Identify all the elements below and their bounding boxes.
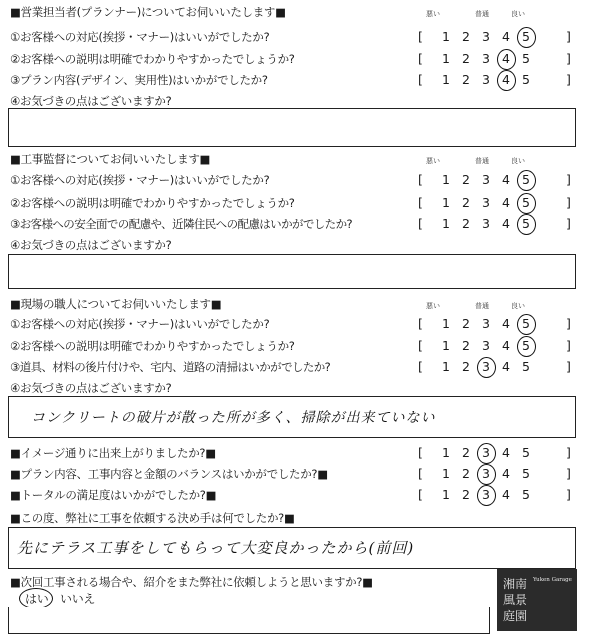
header-good: 良い xyxy=(511,157,525,165)
header-normal: 普通 xyxy=(475,10,489,18)
scale-option-4[interactable]: 4 xyxy=(502,216,510,231)
scale-option-4[interactable]: 4 xyxy=(502,72,510,87)
header-good: 良い xyxy=(511,10,525,18)
scale-bracket-close: ] xyxy=(566,29,571,44)
s2-rating-1[interactable] xyxy=(416,173,582,187)
s5-question: ■この度、弊社に工事を依頼する決め手は何でしたか?■ xyxy=(10,511,295,525)
scale-option-5[interactable]: 5 xyxy=(522,316,530,331)
scale-option-1[interactable]: 1 xyxy=(442,195,450,210)
scale-option-4[interactable]: 4 xyxy=(502,445,510,460)
scale-bracket-open: [ xyxy=(418,29,423,44)
scale-bracket-open: [ xyxy=(418,338,423,353)
scale-option-4[interactable]: 4 xyxy=(502,29,510,44)
stamp-line-2: 風景 xyxy=(503,593,528,607)
scale-option-1[interactable]: 1 xyxy=(442,216,450,231)
s1-rating-1[interactable] xyxy=(416,30,582,44)
s3-comment-box[interactable] xyxy=(8,396,576,438)
s2-question-1: ①お客様への対応(挨拶・マナー)はいいがでしたか? xyxy=(10,173,270,187)
scale-option-2[interactable]: 2 xyxy=(462,51,470,66)
selected-circle-mark xyxy=(517,314,536,335)
scale-bracket-open: [ xyxy=(418,359,423,374)
scale-bracket-open: [ xyxy=(418,216,423,231)
scale-option-5[interactable]: 5 xyxy=(522,172,530,187)
scale-option-4[interactable]: 4 xyxy=(502,338,510,353)
s4-rating-1[interactable] xyxy=(416,446,582,460)
scale-option-3[interactable]: 3 xyxy=(482,359,490,374)
scale-option-3[interactable]: 3 xyxy=(482,338,490,353)
scale-option-2[interactable]: 2 xyxy=(462,195,470,210)
scale-option-3[interactable]: 3 xyxy=(482,487,490,502)
s4-question-2: ■プラン内容、工事内容と金額のバランスはいかがでしたか?■ xyxy=(10,467,328,481)
s6-answer-box[interactable] xyxy=(8,607,490,634)
scale-bracket-close: ] xyxy=(566,172,571,187)
scale-option-5[interactable]: 5 xyxy=(522,72,530,87)
header-bad: 悪い xyxy=(426,157,440,165)
scale-option-3[interactable]: 3 xyxy=(482,445,490,460)
scale-bracket-close: ] xyxy=(566,359,571,374)
scale-option-3[interactable]: 3 xyxy=(482,51,490,66)
scale-option-4[interactable]: 4 xyxy=(502,316,510,331)
scale-option-2[interactable]: 2 xyxy=(462,72,470,87)
s3-comment-text: コンクリートの破片が散った所が多く、掃除が出来ていない xyxy=(31,410,436,426)
scale-option-5[interactable]: 5 xyxy=(522,359,530,374)
scale-option-1[interactable]: 1 xyxy=(442,445,450,460)
scale-option-1[interactable]: 1 xyxy=(442,172,450,187)
scale-bracket-open: [ xyxy=(418,487,423,502)
scale-bracket-close: ] xyxy=(566,51,571,66)
scale-option-4[interactable]: 4 xyxy=(502,51,510,66)
scale-option-1[interactable]: 1 xyxy=(442,338,450,353)
stamp-line-4: Yuken Garage xyxy=(533,577,572,583)
scale-bracket-close: ] xyxy=(566,487,571,502)
scale-option-3[interactable]: 3 xyxy=(482,466,490,481)
scale-bracket-close: ] xyxy=(566,445,571,460)
scale-option-4[interactable]: 4 xyxy=(502,359,510,374)
s3-question-2: ②お客様への説明は明確でわかりやすかったでしょうか? xyxy=(10,339,295,353)
scale-option-2[interactable]: 2 xyxy=(462,359,470,374)
scale-bracket-open: [ xyxy=(418,466,423,481)
s3-question-4: ④お気づきの点はございますか? xyxy=(10,381,172,395)
s1-rating-2[interactable] xyxy=(416,52,582,66)
selected-circle-mark xyxy=(517,27,536,48)
selected-circle-mark xyxy=(477,443,496,464)
s6-option-yes[interactable]: はい xyxy=(25,592,49,606)
scale-option-3[interactable]: 3 xyxy=(482,72,490,87)
scale-option-1[interactable]: 1 xyxy=(442,487,450,502)
scale-option-5[interactable]: 5 xyxy=(522,216,530,231)
s3-rating-2[interactable] xyxy=(416,339,582,353)
section-3-title: ■現場の職人についてお伺いいたします■ xyxy=(10,297,222,311)
s2-rating-2[interactable] xyxy=(416,196,582,210)
stamp-line-3: 庭園 xyxy=(503,609,528,623)
s6-question: ■次回工事される場合や、紹介をまた弊社に依頼しようと思いますか?■ xyxy=(10,575,373,589)
scale-bracket-close: ] xyxy=(566,466,571,481)
scale-option-5[interactable]: 5 xyxy=(522,466,530,481)
selected-circle-mark xyxy=(517,193,536,214)
s3-question-1: ①お客様への対応(挨拶・マナー)はいいがでしたか? xyxy=(10,317,270,331)
header-normal: 普通 xyxy=(475,157,489,165)
header-good: 良い xyxy=(511,302,525,310)
s1-question-4: ④お気づきの点はございますか? xyxy=(10,94,172,108)
scale-option-1[interactable]: 1 xyxy=(442,359,450,374)
scale-option-2[interactable]: 2 xyxy=(462,445,470,460)
scale-bracket-close: ] xyxy=(566,338,571,353)
selected-circle-mark xyxy=(517,214,536,235)
scale-option-2[interactable]: 2 xyxy=(462,172,470,187)
s3-rating-1[interactable] xyxy=(416,317,582,331)
s3-question-3: ③道具、材料の後片付けや、宅内、道路の清掃はいかがでしたか? xyxy=(10,360,331,374)
scale-option-5[interactable]: 5 xyxy=(522,338,530,353)
section-1-title: ■営業担当者(プランナー)についてお伺いいたします■ xyxy=(10,5,286,19)
scale-bracket-open: [ xyxy=(418,51,423,66)
s1-question-3: ③プラン内容(デザイン、実用性)はいかがでしたか? xyxy=(10,73,268,87)
s1-rating-3[interactable] xyxy=(416,73,582,87)
s2-question-2: ②お客様への説明は明確でわかりやすかったでしょうか? xyxy=(10,196,295,210)
scale-option-2[interactable]: 2 xyxy=(462,487,470,502)
scale-option-3[interactable]: 3 xyxy=(482,316,490,331)
company-stamp-logo xyxy=(497,569,577,631)
scale-bracket-open: [ xyxy=(418,172,423,187)
scale-option-3[interactable]: 3 xyxy=(482,172,490,187)
s2-rating-3[interactable] xyxy=(416,217,582,231)
scale-option-1[interactable]: 1 xyxy=(442,51,450,66)
scale-option-2[interactable]: 2 xyxy=(462,316,470,331)
selected-circle-mark xyxy=(497,70,516,91)
s4-rating-3[interactable] xyxy=(416,488,582,502)
header-normal: 普通 xyxy=(475,302,489,310)
s2-comment-box[interactable] xyxy=(8,254,576,289)
s1-question-2: ②お客様への説明は明確でわかりやすかったでしょうか? xyxy=(10,52,295,66)
scale-option-1[interactable]: 1 xyxy=(442,316,450,331)
scale-option-3[interactable]: 3 xyxy=(482,216,490,231)
scale-option-2[interactable]: 2 xyxy=(462,29,470,44)
header-bad: 悪い xyxy=(426,302,440,310)
selected-circle-mark xyxy=(497,49,516,70)
selected-circle-mark xyxy=(477,485,496,506)
scale-bracket-open: [ xyxy=(418,195,423,210)
header-bad: 悪い xyxy=(426,10,440,18)
selected-circle-mark xyxy=(517,336,536,357)
scale-bracket-close: ] xyxy=(566,316,571,331)
scale-option-4[interactable]: 4 xyxy=(502,195,510,210)
s4-question-1: ■イメージ通りに出来上がりましたか?■ xyxy=(10,446,216,460)
scale-option-5[interactable]: 5 xyxy=(522,51,530,66)
s1-comment-box[interactable] xyxy=(8,108,576,147)
selected-circle-mark xyxy=(517,170,536,191)
s4-question-3: ■トータルの満足度はいかがでしたか?■ xyxy=(10,488,217,502)
scale-option-1[interactable]: 1 xyxy=(442,72,450,87)
s4-rating-2[interactable] xyxy=(416,467,582,481)
scale-option-2[interactable]: 2 xyxy=(462,466,470,481)
s6-option-no[interactable]: いいえ xyxy=(60,592,96,606)
s2-question-3: ③お客様への安全面での配慮や、近隣住民への配慮はいかがでしたか? xyxy=(10,217,352,231)
scale-option-5[interactable]: 5 xyxy=(522,487,530,502)
scale-option-4[interactable]: 4 xyxy=(502,466,510,481)
section-2-title: ■工事監督についてお伺いいたします■ xyxy=(10,152,211,166)
s1-question-1: ①お客様への対応(挨拶・マナー)はいいがでしたか? xyxy=(10,30,270,44)
scale-option-1[interactable]: 1 xyxy=(442,466,450,481)
scale-option-2[interactable]: 2 xyxy=(462,338,470,353)
scale-option-2[interactable]: 2 xyxy=(462,216,470,231)
scale-option-1[interactable]: 1 xyxy=(442,29,450,44)
s3-rating-3[interactable] xyxy=(416,360,582,374)
scale-option-5[interactable]: 5 xyxy=(522,195,530,210)
s5-answer-text: 先にテラス工事をしてもらって大変良かったから(前回) xyxy=(17,539,415,557)
scale-bracket-close: ] xyxy=(566,195,571,210)
scale-bracket-close: ] xyxy=(566,216,571,231)
scale-bracket-open: [ xyxy=(418,72,423,87)
scale-bracket-close: ] xyxy=(566,72,571,87)
s2-question-4: ④お気づきの点はございますか? xyxy=(10,238,172,252)
s5-answer-box[interactable] xyxy=(8,527,576,569)
scale-option-3[interactable]: 3 xyxy=(482,195,490,210)
scale-option-4[interactable]: 4 xyxy=(502,487,510,502)
scale-bracket-open: [ xyxy=(418,445,423,460)
s6-yes-circle-mark xyxy=(19,588,53,609)
stamp-line-1: 湘南 xyxy=(503,577,528,591)
selected-circle-mark xyxy=(477,464,496,485)
scale-bracket-open: [ xyxy=(418,316,423,331)
scale-option-5[interactable]: 5 xyxy=(522,445,530,460)
scale-option-3[interactable]: 3 xyxy=(482,29,490,44)
scale-option-5[interactable]: 5 xyxy=(522,29,530,44)
selected-circle-mark xyxy=(477,357,496,378)
scale-option-4[interactable]: 4 xyxy=(502,172,510,187)
